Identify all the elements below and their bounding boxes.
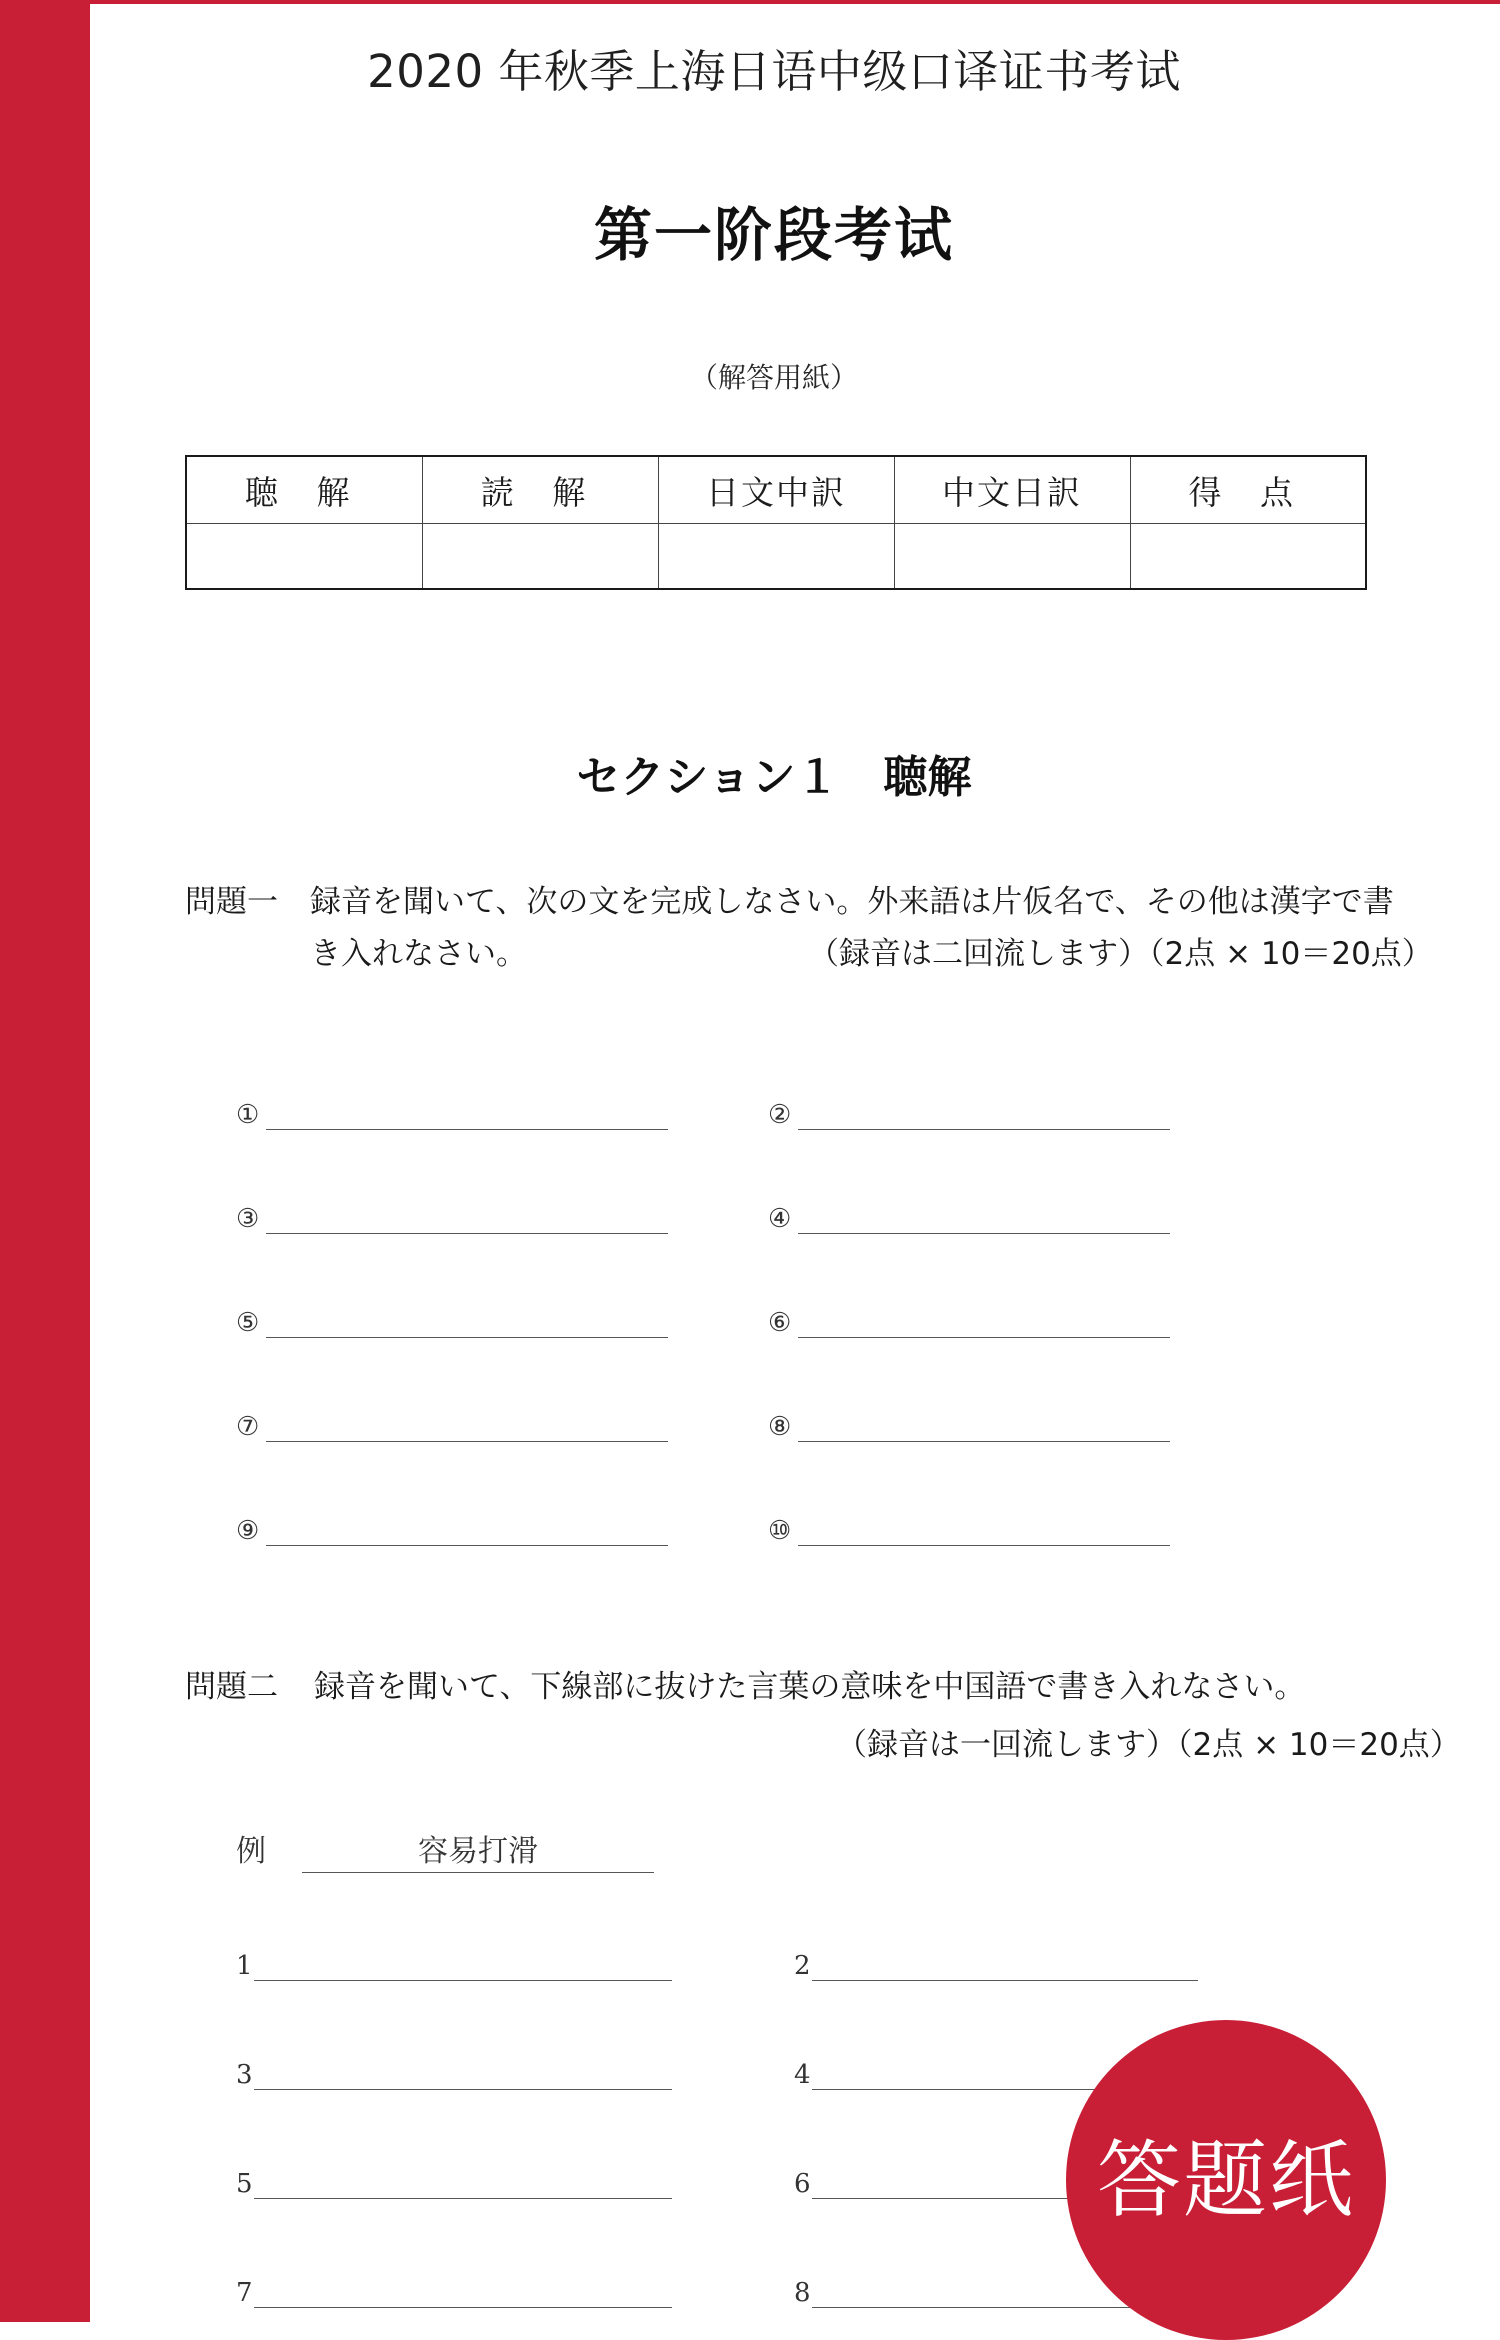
section-title: セクション１ 聴解	[576, 752, 972, 803]
q2-answer-mark: 4	[794, 2060, 811, 2090]
score-table	[185, 455, 1367, 590]
score-table-header-row	[186, 456, 1366, 524]
score-cell-zh-ja[interactable]	[894, 524, 1130, 590]
q1-answer-mark: ①	[236, 1100, 260, 1130]
q2-answer-line[interactable]	[254, 2198, 672, 2199]
q2-answer-slot[interactable]	[236, 2161, 672, 2201]
score-cell-ja-zh[interactable]	[658, 524, 894, 590]
q1-answer-slot[interactable]	[236, 1300, 668, 1340]
q2-answer-mark: 5	[236, 2169, 253, 2199]
example-answer: 容易打滑	[302, 1832, 654, 1873]
q2-answer-slot[interactable]	[794, 1943, 1198, 1983]
answer-sheet-stamp	[1066, 2020, 1386, 2340]
q1-answer-line[interactable]	[798, 1441, 1170, 1442]
q1-answer-line[interactable]	[266, 1337, 668, 1338]
q1-answer-mark: ⑦	[236, 1412, 260, 1442]
q2-answer-slot[interactable]	[236, 2270, 672, 2310]
q1-answer-slot[interactable]	[236, 1508, 668, 1548]
question1-text-line1: 録音を聞いて、次の文を完成しなさい。外来語は片仮名で、その他は漢字で書	[310, 884, 1394, 920]
q1-answer-line[interactable]	[798, 1337, 1170, 1338]
score-table-value-row	[186, 524, 1366, 590]
q1-answer-mark: ②	[768, 1100, 792, 1130]
score-header-zh-ja: 中文日訳	[894, 456, 1130, 524]
score-header-reading: 読 解	[422, 456, 658, 524]
q1-answer-slot[interactable]	[768, 1196, 1170, 1236]
q1-answer-line[interactable]	[266, 1545, 668, 1546]
q2-answer-mark: 2	[794, 1951, 811, 1981]
q1-answer-mark: ⑧	[768, 1412, 792, 1442]
q1-answer-mark: ⑩	[768, 1516, 792, 1546]
question2-number: 問題二	[185, 1669, 278, 1705]
q2-answer-line[interactable]	[254, 2089, 672, 2090]
q1-answer-line[interactable]	[798, 1129, 1170, 1130]
stage-title: 第一阶段考试	[593, 201, 954, 269]
q2-answer-mark: 1	[236, 1951, 253, 1981]
q2-answer-line[interactable]	[254, 2307, 672, 2308]
q1-answer-mark: ⑤	[236, 1308, 260, 1338]
q1-answer-line[interactable]	[798, 1233, 1170, 1234]
q1-answer-line[interactable]	[266, 1233, 668, 1234]
q1-answer-slot[interactable]	[236, 1196, 668, 1236]
question1-text-line2: き入れなさい。	[310, 936, 527, 972]
score-cell-listening[interactable]	[186, 524, 422, 590]
question1-number: 問題一	[185, 884, 278, 920]
q1-answer-line[interactable]	[798, 1545, 1170, 1546]
q1-answer-mark: ④	[768, 1204, 792, 1234]
q1-answer-slot[interactable]	[768, 1508, 1170, 1548]
q2-answer-line[interactable]	[254, 1980, 672, 1981]
q1-answer-mark: ⑨	[236, 1516, 260, 1546]
q1-answer-slot[interactable]	[768, 1300, 1170, 1340]
q1-answer-slot[interactable]	[768, 1404, 1170, 1444]
q2-answer-mark: 8	[794, 2278, 811, 2308]
q2-answer-line[interactable]	[812, 1980, 1198, 1981]
q1-answer-mark: ③	[236, 1204, 260, 1234]
q1-answer-line[interactable]	[266, 1441, 668, 1442]
q1-answer-slot[interactable]	[768, 1092, 1170, 1132]
question2-text: 録音を聞いて、下線部に抜けた言葉の意味を中国語で書き入れなさい。	[314, 1669, 1306, 1705]
left-red-band	[0, 0, 90, 2322]
q1-answer-mark: ⑥	[768, 1308, 792, 1338]
q2-answer-mark: 6	[794, 2169, 811, 2199]
q1-answer-slot[interactable]	[236, 1404, 668, 1444]
q2-answer-mark: 7	[236, 2278, 253, 2308]
q1-answer-slot[interactable]	[236, 1092, 668, 1132]
question2-note: （録音は一回流します）（2点 × 10＝20点）	[836, 1727, 1461, 1763]
q2-answer-slot[interactable]	[236, 2052, 672, 2092]
q2-answer-mark: 3	[236, 2060, 253, 2090]
example-mark: 例	[236, 1834, 266, 1869]
score-header-ja-zh: 日文中訳	[658, 456, 894, 524]
answer-sheet-label: （解答用紙）	[689, 361, 858, 394]
score-header-total: 得 点	[1130, 456, 1366, 524]
score-header-listening: 聴 解	[186, 456, 422, 524]
exam-title: 2020 年秋季上海日语中级口译证书考试	[367, 45, 1181, 98]
q1-answer-line[interactable]	[266, 1129, 668, 1130]
question1-note: （録音は二回流します）（2点 × 10＝20点）	[808, 936, 1433, 972]
q2-answer-slot[interactable]	[236, 1943, 672, 1983]
score-cell-total[interactable]	[1130, 524, 1366, 590]
score-cell-reading[interactable]	[422, 524, 658, 590]
stamp-text: 答题纸	[1096, 2131, 1355, 2229]
